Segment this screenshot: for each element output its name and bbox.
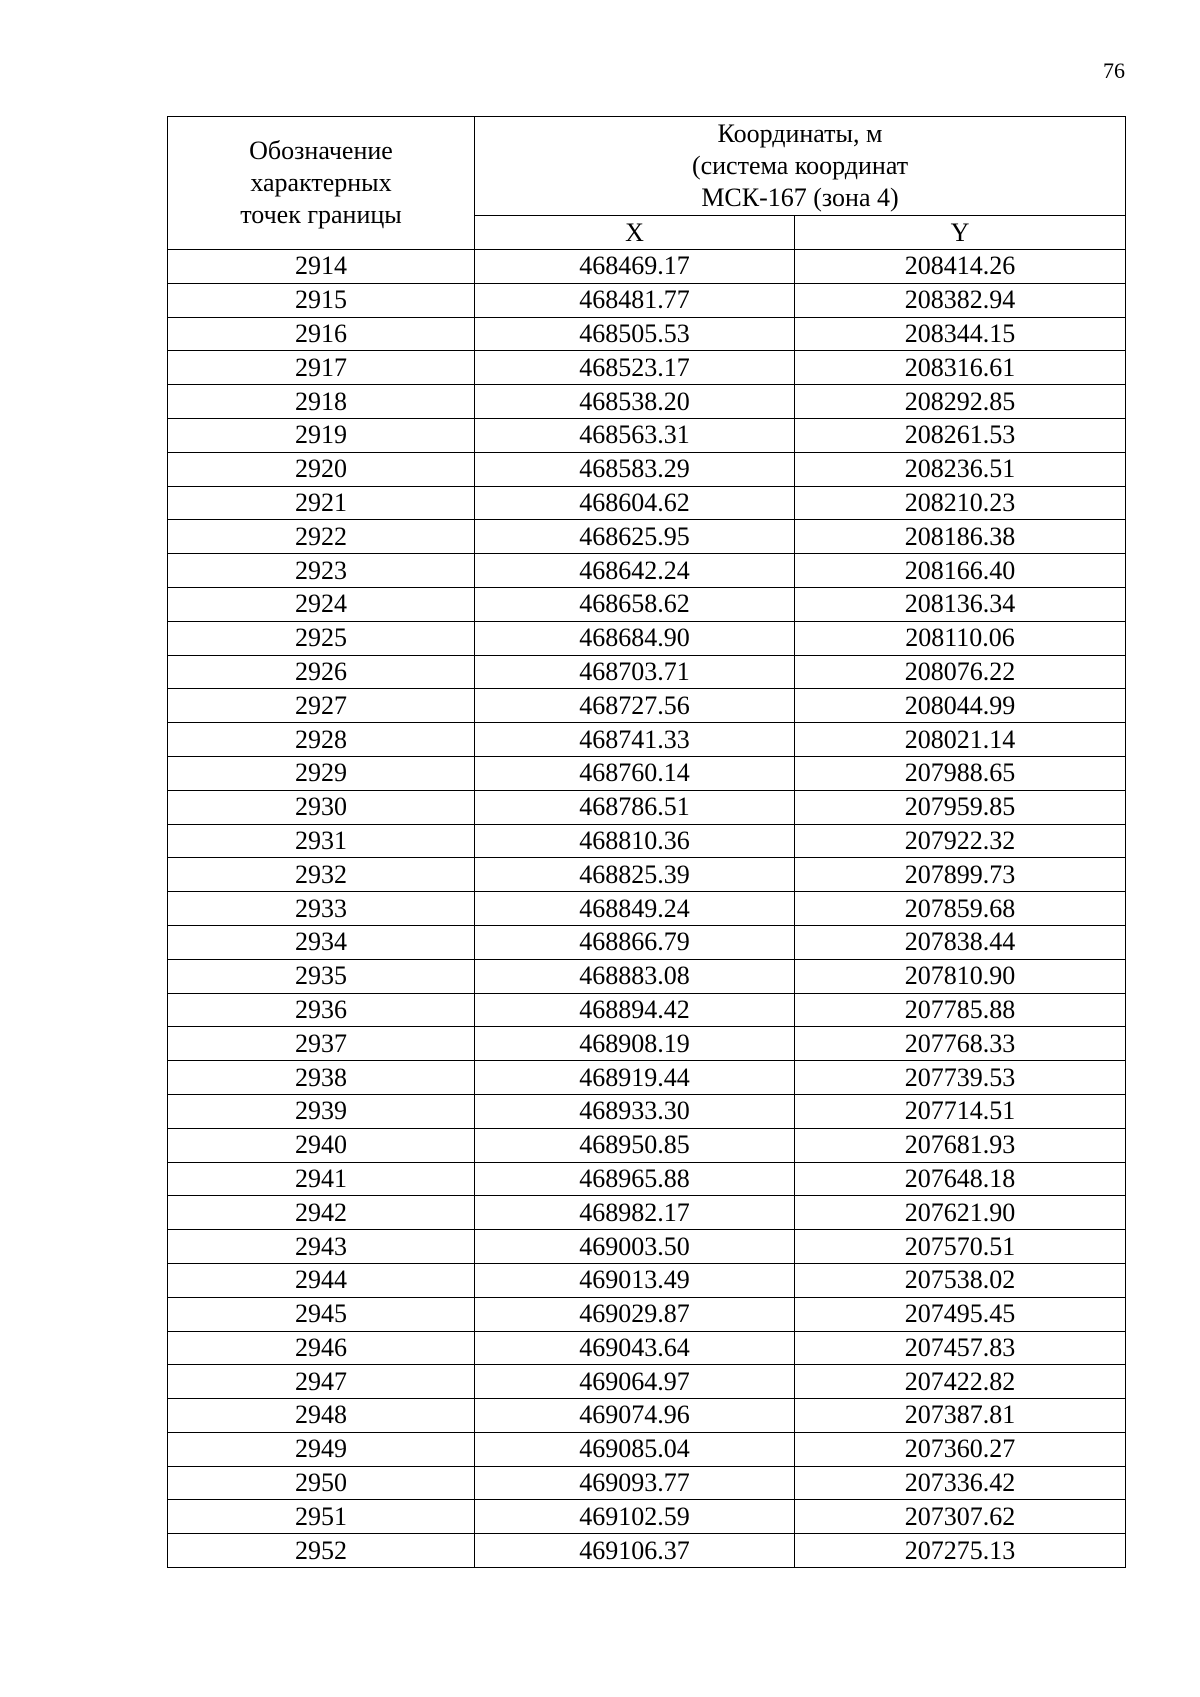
x-coordinate-cell: 468982.17 — [475, 1196, 795, 1230]
table-row — [168, 1365, 1126, 1399]
point-id-cell: 2924 — [168, 587, 475, 621]
y-coordinate-cell: 207422.82 — [795, 1365, 1126, 1399]
table-row — [168, 824, 1126, 858]
point-id-cell: 2934 — [168, 925, 475, 959]
point-id-cell: 2926 — [168, 655, 475, 689]
point-id-cell: 2939 — [168, 1094, 475, 1128]
y-coordinate-cell: 207714.51 — [795, 1094, 1126, 1128]
point-id-cell: 2940 — [168, 1128, 475, 1162]
x-coordinate-cell: 468684.90 — [475, 621, 795, 655]
point-id-cell: 2943 — [168, 1230, 475, 1264]
point-id-cell: 2914 — [168, 250, 475, 284]
x-coordinate-cell: 468604.62 — [475, 486, 795, 520]
x-coordinate-cell: 468505.53 — [475, 317, 795, 351]
x-coordinate-cell: 469013.49 — [475, 1263, 795, 1297]
x-coordinate-cell: 468741.33 — [475, 723, 795, 757]
points-header-line-3: точек границы — [240, 200, 402, 229]
x-coordinate-cell: 469093.77 — [475, 1466, 795, 1500]
table-body — [168, 250, 1126, 1568]
point-id-cell: 2917 — [168, 351, 475, 385]
table-row — [168, 1534, 1126, 1568]
table-row — [168, 1331, 1126, 1365]
table-row — [168, 1230, 1126, 1264]
y-coordinate-cell: 207307.62 — [795, 1500, 1126, 1534]
points-header-line-1: Обозначение — [249, 136, 393, 165]
x-column-header: X — [475, 216, 795, 250]
point-id-cell: 2941 — [168, 1162, 475, 1196]
x-coordinate-cell: 468883.08 — [475, 959, 795, 993]
x-coordinate-cell: 468481.77 — [475, 283, 795, 317]
table-row — [168, 1162, 1126, 1196]
points-header-line-2: характерных — [250, 168, 392, 197]
y-coordinate-cell: 207495.45 — [795, 1297, 1126, 1331]
x-coordinate-cell: 468563.31 — [475, 418, 795, 452]
points-column-header — [168, 117, 475, 250]
point-id-cell: 2938 — [168, 1061, 475, 1095]
table-row — [168, 993, 1126, 1027]
point-id-cell: 2950 — [168, 1466, 475, 1500]
point-id-cell: 2936 — [168, 993, 475, 1027]
y-coordinate-cell: 207739.53 — [795, 1061, 1126, 1095]
y-coordinate-cell: 207360.27 — [795, 1432, 1126, 1466]
x-coordinate-cell: 468933.30 — [475, 1094, 795, 1128]
point-id-cell: 2915 — [168, 283, 475, 317]
x-coordinate-cell: 468703.71 — [475, 655, 795, 689]
y-coordinate-cell: 208166.40 — [795, 554, 1126, 588]
table-row — [168, 1399, 1126, 1433]
y-coordinate-cell: 207681.93 — [795, 1128, 1126, 1162]
y-coordinate-cell: 207336.42 — [795, 1466, 1126, 1500]
x-coordinate-cell: 468583.29 — [475, 452, 795, 486]
y-coordinate-cell: 207275.13 — [795, 1534, 1126, 1568]
x-coordinate-cell: 468965.88 — [475, 1162, 795, 1196]
x-coordinate-cell: 468523.17 — [475, 351, 795, 385]
x-coordinate-cell: 468760.14 — [475, 756, 795, 790]
point-id-cell: 2946 — [168, 1331, 475, 1365]
table-row — [168, 892, 1126, 926]
table-row — [168, 689, 1126, 723]
coordinates-header-line-1: Координаты, м — [717, 119, 883, 148]
point-id-cell: 2949 — [168, 1432, 475, 1466]
y-column-header: Y — [795, 216, 1126, 250]
point-id-cell: 2919 — [168, 418, 475, 452]
table-row — [168, 1061, 1126, 1095]
point-id-cell: 2931 — [168, 824, 475, 858]
table-row — [168, 1432, 1126, 1466]
x-coordinate-cell: 469085.04 — [475, 1432, 795, 1466]
x-coordinate-cell: 468866.79 — [475, 925, 795, 959]
y-coordinate-cell: 207959.85 — [795, 790, 1126, 824]
y-coordinate-cell: 208261.53 — [795, 418, 1126, 452]
x-coordinate-cell: 468727.56 — [475, 689, 795, 723]
y-coordinate-cell: 208292.85 — [795, 385, 1126, 419]
point-id-cell: 2929 — [168, 756, 475, 790]
table-row — [168, 858, 1126, 892]
point-id-cell: 2923 — [168, 554, 475, 588]
table-row — [168, 486, 1126, 520]
table-row — [168, 1027, 1126, 1061]
y-coordinate-cell: 207387.81 — [795, 1399, 1126, 1433]
coordinates-column-header — [475, 117, 1126, 216]
table-row — [168, 283, 1126, 317]
table-row — [168, 452, 1126, 486]
table-row — [168, 418, 1126, 452]
x-coordinate-cell: 469064.97 — [475, 1365, 795, 1399]
y-coordinate-cell: 208210.23 — [795, 486, 1126, 520]
y-coordinate-cell: 208382.94 — [795, 283, 1126, 317]
y-coordinate-cell: 208344.15 — [795, 317, 1126, 351]
y-coordinate-cell: 207648.18 — [795, 1162, 1126, 1196]
coordinates-table — [167, 116, 1126, 1568]
y-coordinate-cell: 207899.73 — [795, 858, 1126, 892]
table-row — [168, 1500, 1126, 1534]
x-coordinate-cell: 469106.37 — [475, 1534, 795, 1568]
table-row — [168, 1094, 1126, 1128]
x-coordinate-cell: 468469.17 — [475, 250, 795, 284]
coordinates-header-line-2: (система координат — [691, 151, 909, 180]
table-row — [168, 621, 1126, 655]
table-row — [168, 1196, 1126, 1230]
point-id-cell: 2916 — [168, 317, 475, 351]
x-coordinate-cell: 469003.50 — [475, 1230, 795, 1264]
table-row — [168, 723, 1126, 757]
table-row — [168, 1263, 1126, 1297]
x-coordinate-cell: 469074.96 — [475, 1399, 795, 1433]
y-coordinate-cell: 207570.51 — [795, 1230, 1126, 1264]
x-coordinate-cell: 468810.36 — [475, 824, 795, 858]
table-row — [168, 351, 1126, 385]
point-id-cell: 2944 — [168, 1263, 475, 1297]
point-id-cell: 2918 — [168, 385, 475, 419]
table-row — [168, 317, 1126, 351]
x-coordinate-cell: 469102.59 — [475, 1500, 795, 1534]
x-coordinate-cell: 468894.42 — [475, 993, 795, 1027]
x-coordinate-cell: 469043.64 — [475, 1331, 795, 1365]
table-header — [168, 117, 1126, 250]
x-coordinate-cell: 468658.62 — [475, 587, 795, 621]
x-coordinate-cell: 468849.24 — [475, 892, 795, 926]
y-coordinate-cell: 208021.14 — [795, 723, 1126, 757]
point-id-cell: 2922 — [168, 520, 475, 554]
y-coordinate-cell: 207785.88 — [795, 993, 1126, 1027]
y-coordinate-cell: 207838.44 — [795, 925, 1126, 959]
table-row — [168, 655, 1126, 689]
y-coordinate-cell: 207922.32 — [795, 824, 1126, 858]
x-coordinate-cell: 468538.20 — [475, 385, 795, 419]
x-coordinate-cell: 468786.51 — [475, 790, 795, 824]
y-coordinate-cell: 208316.61 — [795, 351, 1126, 385]
point-id-cell: 2945 — [168, 1297, 475, 1331]
point-id-cell: 2930 — [168, 790, 475, 824]
y-coordinate-cell: 207768.33 — [795, 1027, 1126, 1061]
x-coordinate-cell: 468919.44 — [475, 1061, 795, 1095]
point-id-cell: 2948 — [168, 1399, 475, 1433]
coordinates-header-line-3: МСК-167 (зона 4) — [701, 183, 899, 212]
y-coordinate-cell: 208110.06 — [795, 621, 1126, 655]
point-id-cell: 2921 — [168, 486, 475, 520]
table-row — [168, 250, 1126, 284]
y-coordinate-cell: 207988.65 — [795, 756, 1126, 790]
point-id-cell: 2932 — [168, 858, 475, 892]
point-id-cell: 2947 — [168, 1365, 475, 1399]
y-coordinate-cell: 208186.38 — [795, 520, 1126, 554]
x-coordinate-cell: 468825.39 — [475, 858, 795, 892]
page-number: 76 — [1103, 58, 1125, 83]
y-coordinate-cell: 208414.26 — [795, 250, 1126, 284]
y-coordinate-cell: 208044.99 — [795, 689, 1126, 723]
y-coordinate-cell: 207859.68 — [795, 892, 1126, 926]
x-coordinate-cell: 468642.24 — [475, 554, 795, 588]
table-row — [168, 554, 1126, 588]
y-coordinate-cell: 207457.83 — [795, 1331, 1126, 1365]
x-coordinate-cell: 468625.95 — [475, 520, 795, 554]
table-row — [168, 1128, 1126, 1162]
y-coordinate-cell: 208076.22 — [795, 655, 1126, 689]
table-row — [168, 520, 1126, 554]
point-id-cell: 2920 — [168, 452, 475, 486]
table-row — [168, 959, 1126, 993]
table-row — [168, 1297, 1126, 1331]
table-row — [168, 790, 1126, 824]
point-id-cell: 2952 — [168, 1534, 475, 1568]
y-coordinate-cell: 207810.90 — [795, 959, 1126, 993]
x-coordinate-cell: 468950.85 — [475, 1128, 795, 1162]
y-coordinate-cell: 208236.51 — [795, 452, 1126, 486]
table-row — [168, 587, 1126, 621]
point-id-cell: 2925 — [168, 621, 475, 655]
point-id-cell: 2942 — [168, 1196, 475, 1230]
y-coordinate-cell: 207621.90 — [795, 1196, 1126, 1230]
table-row — [168, 1466, 1126, 1500]
point-id-cell: 2928 — [168, 723, 475, 757]
y-coordinate-cell: 208136.34 — [795, 587, 1126, 621]
y-coordinate-cell: 207538.02 — [795, 1263, 1126, 1297]
table-row — [168, 925, 1126, 959]
table-row — [168, 385, 1126, 419]
x-coordinate-cell: 469029.87 — [475, 1297, 795, 1331]
point-id-cell: 2927 — [168, 689, 475, 723]
point-id-cell: 2933 — [168, 892, 475, 926]
table-row — [168, 756, 1126, 790]
point-id-cell: 2935 — [168, 959, 475, 993]
point-id-cell: 2951 — [168, 1500, 475, 1534]
x-coordinate-cell: 468908.19 — [475, 1027, 795, 1061]
point-id-cell: 2937 — [168, 1027, 475, 1061]
